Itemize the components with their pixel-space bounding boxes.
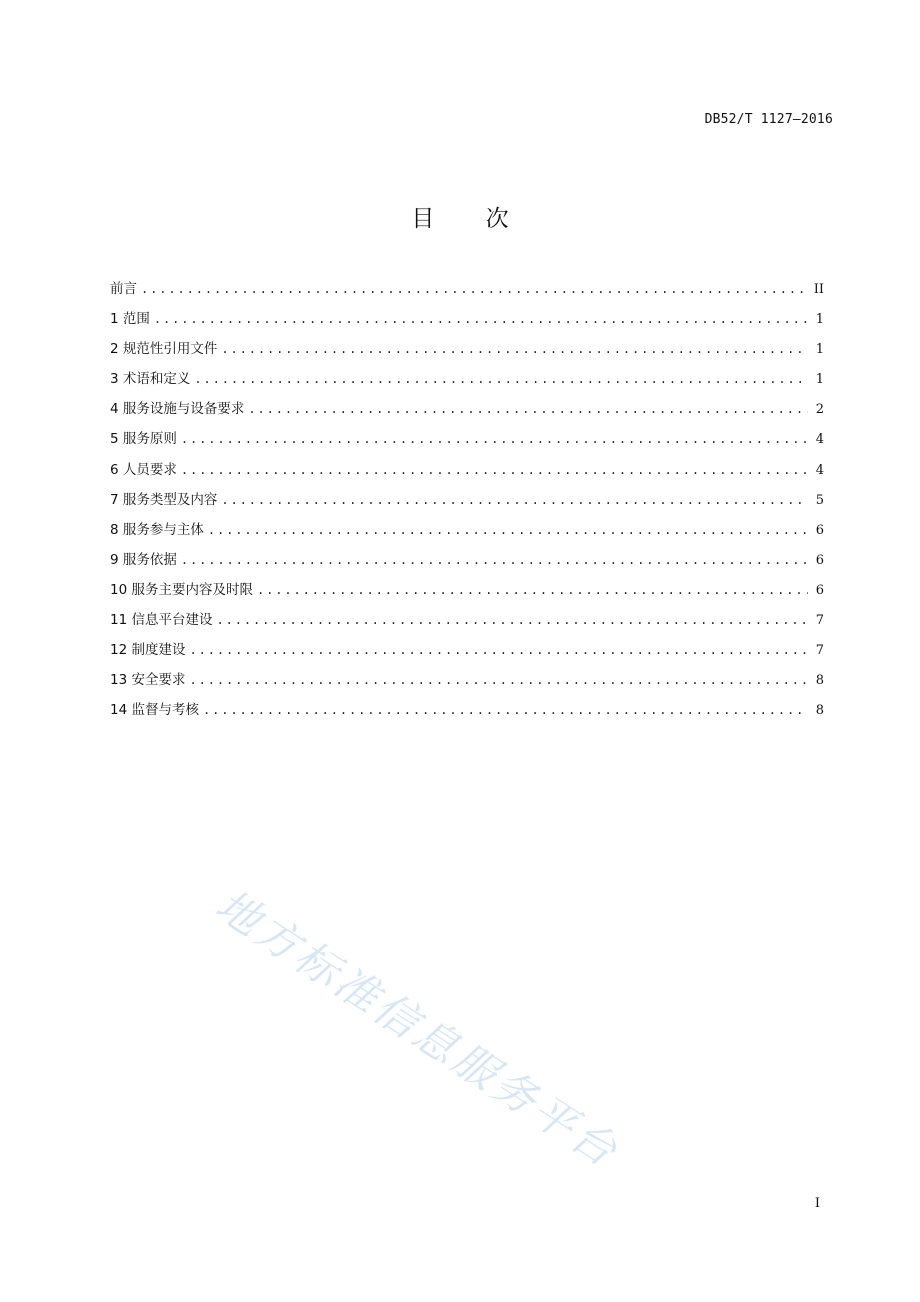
toc-entry-page: 1 xyxy=(815,372,824,388)
toc-entry-page: 6 xyxy=(815,522,824,538)
standard-code: DB52/T 1127—2016 xyxy=(704,112,833,127)
toc-entry-1[interactable] xyxy=(110,307,824,337)
toc-entry-label: 5 服务原则 xyxy=(110,431,177,448)
toc-entry-5[interactable] xyxy=(110,427,824,457)
toc-entry-7[interactable] xyxy=(110,488,824,518)
toc-leader-dots xyxy=(181,458,808,482)
toc-entry-3[interactable] xyxy=(110,367,824,397)
toc-entry-13[interactable] xyxy=(110,668,824,698)
toc-entry-label: 9 服务依据 xyxy=(110,551,177,568)
toc-leader-dots xyxy=(221,337,807,361)
toc-entry-page: 7 xyxy=(815,643,824,659)
toc-entry-page: 6 xyxy=(815,552,824,568)
toc-entry-label: 8 服务参与主体 xyxy=(110,521,204,538)
toc-entry-page: 6 xyxy=(815,582,824,598)
toc-leader-dots xyxy=(203,698,808,722)
toc-entry-page: 1 xyxy=(815,342,824,358)
toc-entry-label: 2 规范性引用文件 xyxy=(110,341,218,358)
toc-entry-page: 8 xyxy=(815,673,824,689)
toc-entry-page: 4 xyxy=(815,462,824,478)
toc-entry-page: 7 xyxy=(815,613,824,629)
toc-leader-dots xyxy=(141,277,806,301)
toc-leader-dots xyxy=(181,427,808,451)
toc-entry-page: 5 xyxy=(815,492,824,508)
toc-entry-label: 1 范围 xyxy=(110,311,150,328)
toc-entry-label: 6 人员要求 xyxy=(110,461,177,478)
toc-entry-page: II xyxy=(813,282,824,297)
toc-entry-4[interactable] xyxy=(110,397,824,427)
toc-entry-8[interactable] xyxy=(110,518,824,548)
toc-entry-6[interactable] xyxy=(110,458,824,488)
toc-leader-dots xyxy=(154,307,808,331)
toc-entry-10[interactable] xyxy=(110,578,824,608)
toc-entry-14[interactable] xyxy=(110,698,824,728)
toc-entry-label: 12 制度建设 xyxy=(110,642,186,659)
toc-entry-label: 前言 xyxy=(110,281,137,297)
watermark: 地方标准信息服务平台 xyxy=(206,880,628,1179)
toc-leader-dots xyxy=(216,608,807,632)
toc-entry-9[interactable] xyxy=(110,548,824,578)
toc-entry-label: 4 服务设施与设备要求 xyxy=(110,401,245,418)
toc-leader-dots xyxy=(189,638,807,662)
toc-entry-page: 4 xyxy=(815,432,824,448)
toc-entry-label: 3 术语和定义 xyxy=(110,371,191,388)
toc-entry-label: 13 安全要求 xyxy=(110,672,186,689)
toc-leader-dots xyxy=(248,397,807,421)
toc-entry-label: 14 监督与考核 xyxy=(110,702,199,719)
table-of-contents xyxy=(110,277,824,728)
toc-leader-dots xyxy=(221,488,807,512)
toc-entry-page: 8 xyxy=(815,703,824,719)
toc-entry-11[interactable] xyxy=(110,608,824,638)
toc-leader-dots xyxy=(208,518,808,542)
toc-entry-2[interactable] xyxy=(110,337,824,367)
toc-entry-page: 1 xyxy=(815,312,824,328)
toc-entry-label: 10 服务主要内容及时限 xyxy=(110,581,253,598)
toc-leader-dots xyxy=(189,668,807,692)
page-number: I xyxy=(814,1196,820,1211)
toc-entry-12[interactable] xyxy=(110,638,824,668)
toc-leader-dots xyxy=(181,548,808,572)
toc-entry-label: 7 服务类型及内容 xyxy=(110,491,218,508)
toc-entry-label: 11 信息平台建设 xyxy=(110,612,213,629)
toc-entry-page: 2 xyxy=(815,402,824,418)
page-title: 目 次 xyxy=(411,206,509,232)
toc-entry-foreword[interactable] xyxy=(110,277,824,307)
toc-leader-dots xyxy=(194,367,807,391)
toc-leader-dots xyxy=(257,578,808,602)
